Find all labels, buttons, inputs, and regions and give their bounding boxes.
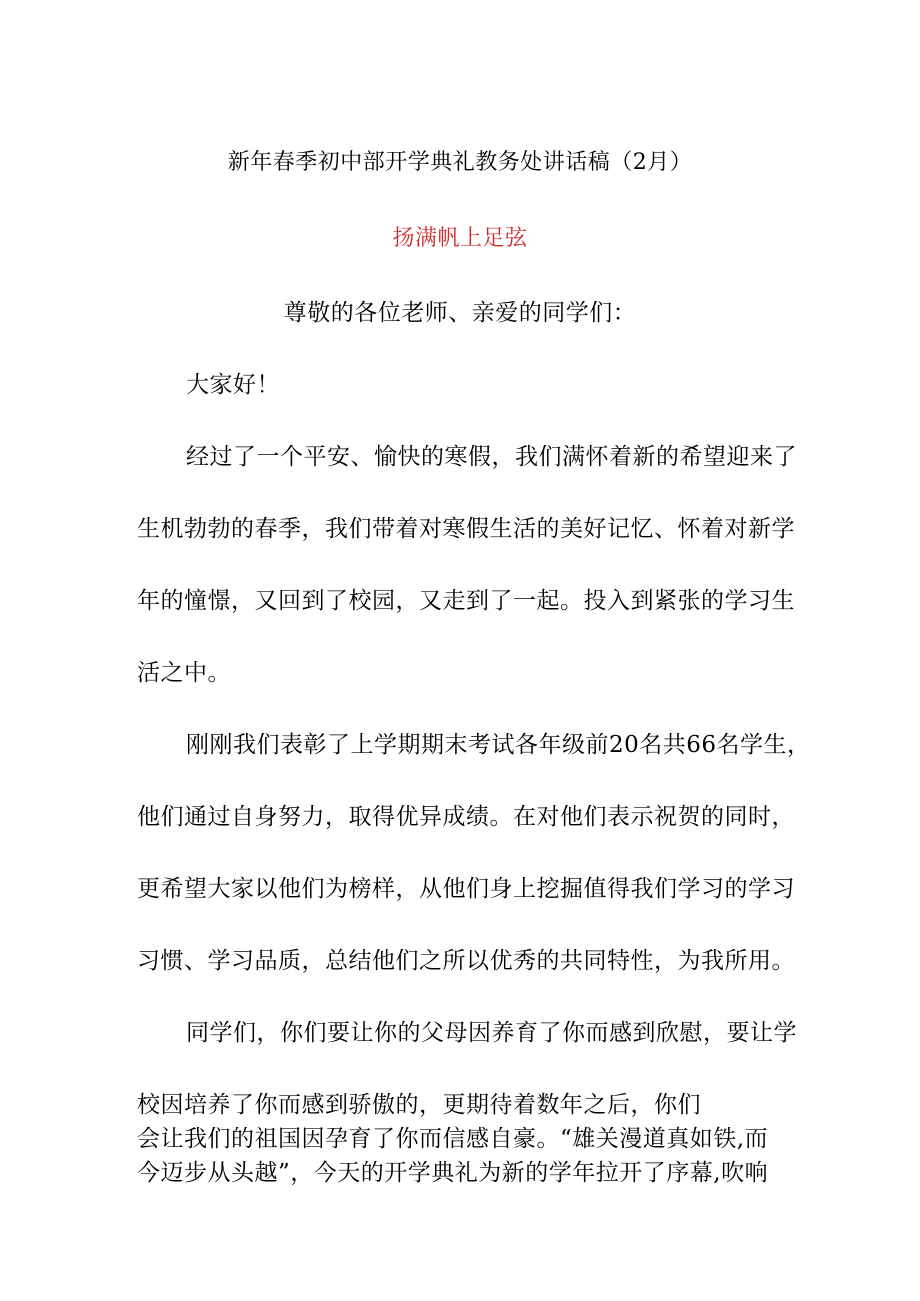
paragraph-line: 活之中。	[137, 660, 231, 686]
paragraph-line: 年的憧憬，又回到了校园，又走到了一起。投入到紧张的学习生	[137, 588, 795, 614]
paragraph-line: 生机勃勃的春季，我们带着对寒假生活的美好记忆、怀着对新学	[137, 516, 795, 542]
paragraph-line: 刚刚我们表彰了上学期期末考试各年级前20名共66名学生，	[186, 732, 811, 758]
paragraph-line: 更希望大家以他们为榜样，从他们身上挖掘值得我们学习的学习	[137, 876, 795, 902]
paragraph-line: 大家好！	[186, 372, 280, 398]
document-title: 新年春季初中部开学典礼教务处讲话稿（2月）	[227, 150, 693, 175]
paragraph-line: 同学们，你们要让你的父母因养育了你而感到欣慰，要让学	[186, 1020, 797, 1046]
document-subtitle: 扬满帆上足弦	[392, 226, 528, 251]
paragraph-line: 校因培养了你而感到骄傲的，更期待着数年之后，你们	[137, 1092, 701, 1118]
paragraph-line: 习惯、学习品质，总结他们之所以优秀的共同特性，为我所用。	[137, 948, 795, 974]
paragraph-line: 他们通过自身努力，取得优异成绩。在对他们表示祝贺的同时，	[137, 804, 795, 830]
paragraph-line: 经过了一个平安、愉快的寒假，我们满怀着新的希望迎来了	[186, 444, 797, 470]
paragraph-line: 今迈步从头越”，今天的开学典礼为新的学年拉开了序幕,吹响	[137, 1160, 769, 1186]
paragraph-line: 会让我们的祖国因孕育了你而信感自豪。“雄关漫道真如铁,而	[137, 1126, 769, 1152]
salutation: 尊敬的各位老师、亲爱的同学们：	[283, 300, 637, 326]
